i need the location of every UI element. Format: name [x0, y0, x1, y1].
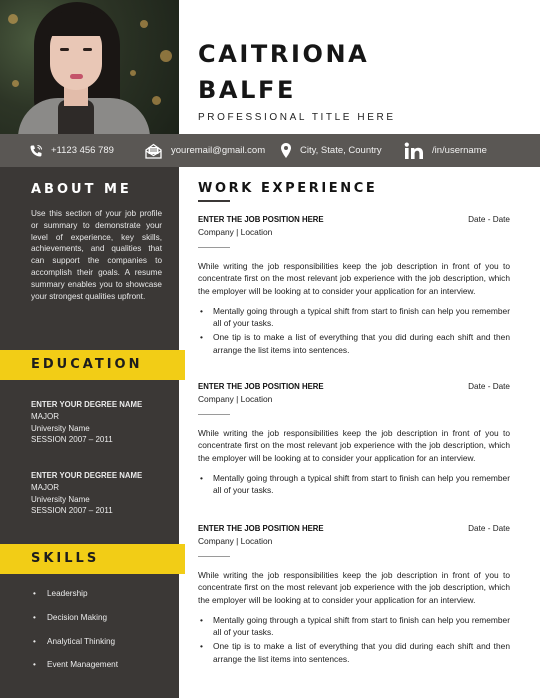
job-company: Company | Location — [198, 394, 273, 404]
job-position: ENTER THE JOB POSITION HERE — [198, 382, 324, 391]
university-name: University Name — [31, 494, 90, 504]
job-date: Date - Date — [468, 382, 510, 391]
job-divider — [198, 556, 230, 557]
professional-title: PROFESSIONAL TITLE HERE — [198, 112, 396, 123]
linkedin-text: /in/username — [432, 145, 487, 156]
job-bullet: • One tip is to make a list of everything that you did during each shift and then arrange the list items into sentences. — [198, 331, 510, 356]
last-name: BALFE — [198, 76, 296, 104]
linkedin-icon — [404, 142, 424, 160]
job-date: Date - Date — [468, 215, 510, 224]
job-date: Date - Date — [468, 524, 510, 533]
skills-heading: SKILLS — [31, 551, 100, 566]
job-description: While writing the job responsibilities keep the job description in front of you to concentrate first on the most relevant job experience with the job description, which the employer will be looking at to consider your application for an interview. — [198, 261, 510, 296]
about-heading: ABOUT ME — [31, 182, 132, 197]
major: MAJOR — [31, 482, 59, 492]
job-entry — [198, 524, 510, 667]
location-pin-icon — [280, 142, 292, 159]
email-icon — [144, 143, 163, 159]
university-name: University Name — [31, 423, 90, 433]
job-entry — [198, 382, 510, 498]
education-entry — [31, 470, 171, 517]
phone-icon — [29, 144, 43, 158]
skill-item: • Analytical Thinking — [31, 630, 171, 654]
skills-band — [0, 544, 185, 574]
phone-text: +1123 456 789 — [51, 145, 114, 156]
job-bullet: • One tip is to make a list of everything that you did during each shift and then arrange the list items into sentences. — [198, 640, 510, 665]
location-text: City, State, Country — [300, 145, 382, 156]
session: SESSION 2007 – 2011 — [31, 506, 113, 516]
about-text: Use this section of your job profile or summary to demonstrate your level of experience, key skills, achievements, and qualities that can support the companies to accomplish their goals. A resume summary enables you to showcase your strongest qualities upfront. — [31, 209, 162, 301]
job-bullet: • Mentally going through a typical shift from start to finish can help you remember all of your tasks. — [198, 614, 510, 639]
job-company: Company | Location — [198, 227, 273, 237]
job-divider — [198, 414, 230, 415]
skill-item: • Decision Making — [31, 606, 171, 630]
job-divider — [198, 247, 230, 248]
session: SESSION 2007 – 2011 — [31, 435, 113, 445]
first-name: CAITRIONA — [198, 40, 370, 68]
job-entry — [198, 215, 510, 358]
job-description: While writing the job responsibilities keep the job description in front of you to concentrate first on the most relevant job experience with the job description, which the employer will be looking at to consider your application for an interview. — [198, 570, 510, 605]
skill-item: • Event Management — [31, 653, 171, 677]
job-bullet: • Mentally going through a typical shift from start to finish can help you remember all of your tasks. — [198, 305, 510, 330]
contact-linkedin — [404, 134, 487, 167]
contact-bar — [0, 134, 540, 167]
education-entry — [31, 399, 171, 446]
job-position: ENTER THE JOB POSITION HERE — [198, 215, 324, 224]
job-bullets — [198, 614, 510, 665]
skill-item: • Leadership — [31, 582, 171, 606]
contact-email — [144, 134, 265, 167]
job-bullet: • Mentally going through a typical shift from start to finish can help you remember all of your tasks. — [198, 472, 510, 497]
job-company: Company | Location — [198, 536, 273, 546]
contact-phone — [29, 134, 114, 167]
job-description: While writing the job responsibilities keep the job description in front of you to concentrate first on the most relevant job experience with the job description, which the employer will be looking at to consider your application for an interview. — [198, 428, 510, 463]
education-heading: EDUCATION — [31, 357, 143, 372]
email-text: youremail@gmail.com — [171, 145, 266, 156]
job-position: ENTER THE JOB POSITION HERE — [198, 524, 324, 533]
degree-name: ENTER YOUR DEGREE NAME — [31, 471, 143, 480]
skills-list — [31, 582, 171, 677]
education-band — [0, 350, 185, 380]
job-bullets — [198, 305, 510, 356]
heading-divider — [198, 200, 230, 202]
job-bullets — [198, 472, 510, 497]
work-experience-heading: WORK EXPERIENCE — [198, 181, 378, 196]
contact-location — [280, 134, 382, 167]
major: MAJOR — [31, 411, 59, 421]
profile-photo — [0, 0, 179, 134]
degree-name: ENTER YOUR DEGREE NAME — [31, 400, 143, 409]
